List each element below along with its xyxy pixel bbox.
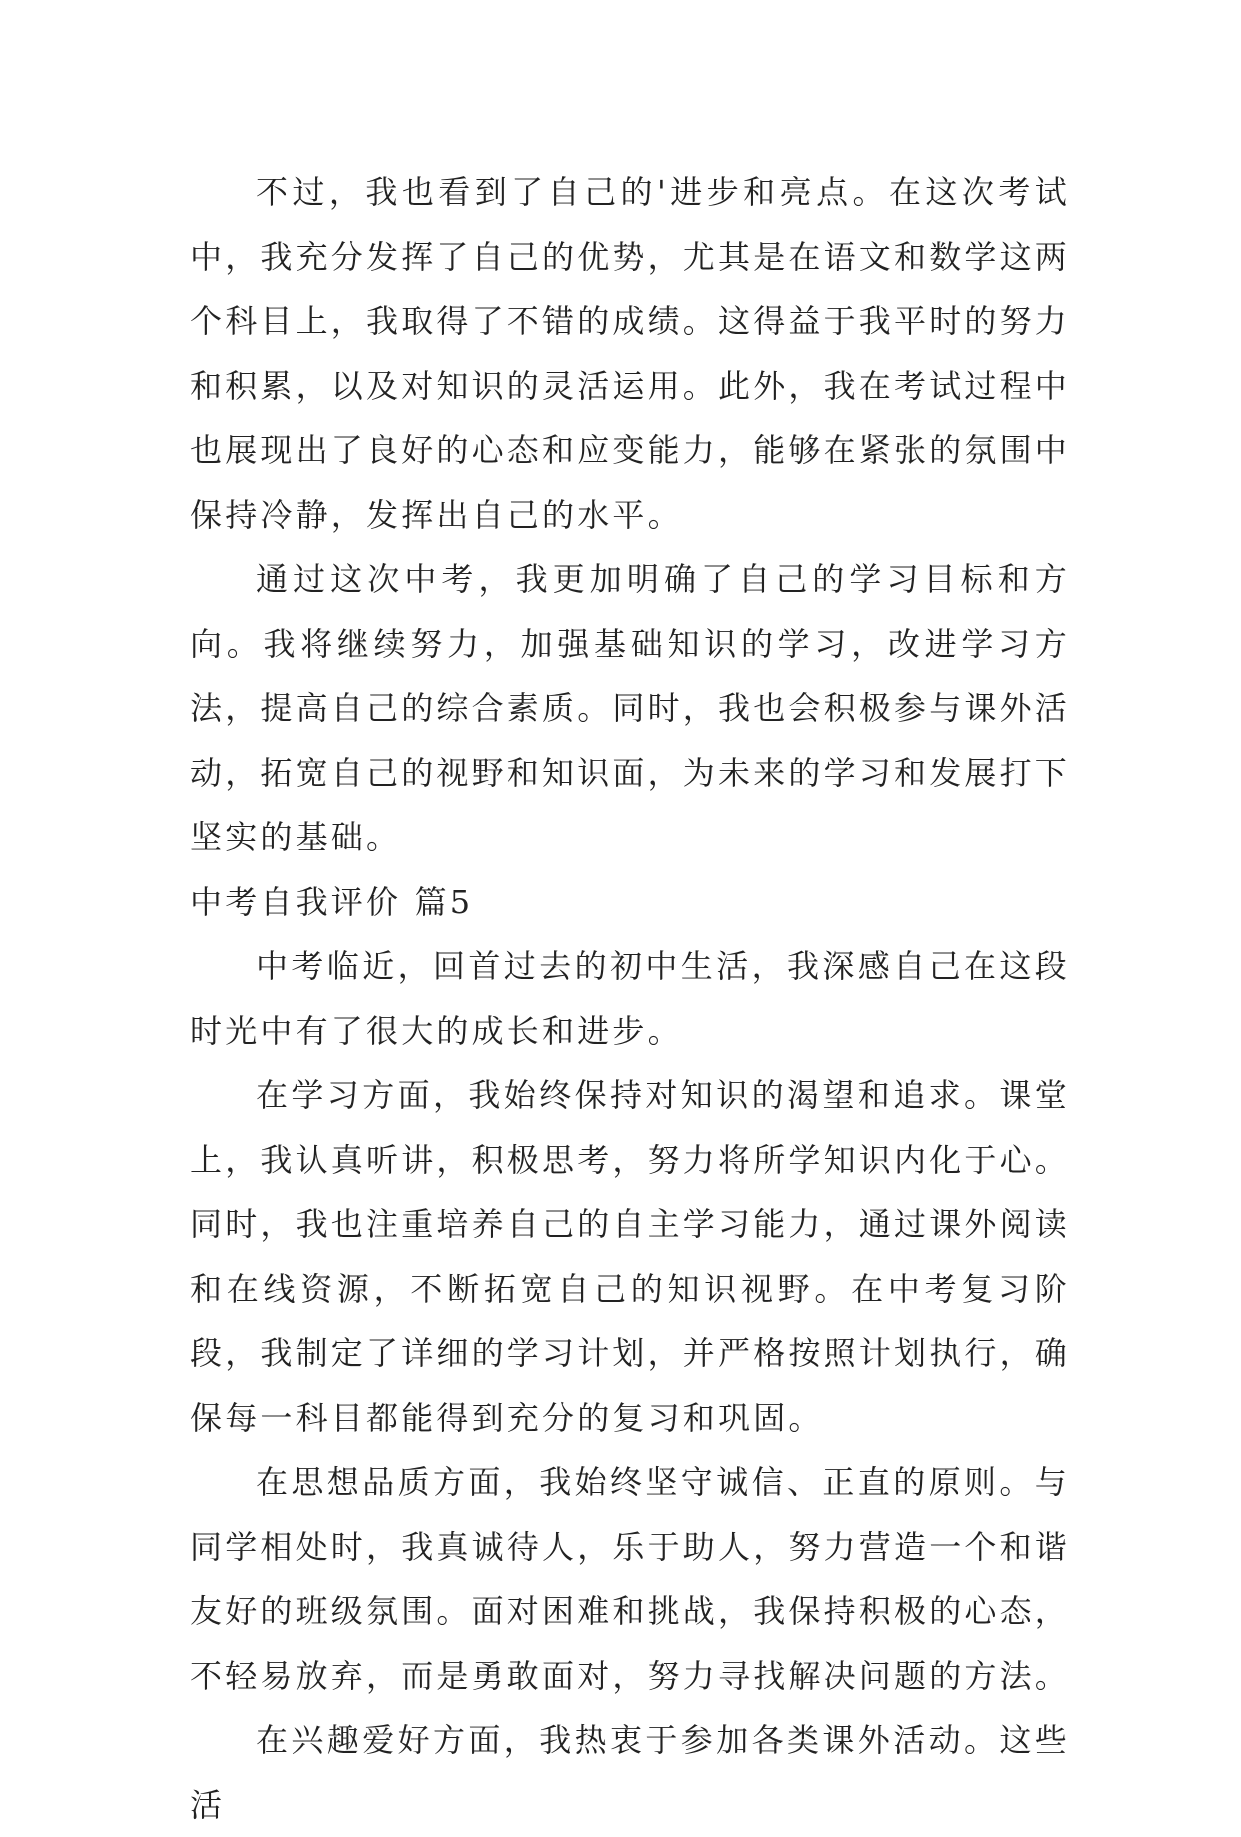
document-body <box>190 160 1070 1837</box>
paragraph: 通过这次中考，我更加明确了自己的学习目标和方向。我将继续努力，加强基础知识的学习，改进学习方法，提高自己的综合素质。同时，我也会积极参与课外活动，拓宽自己的视野和知识面，为未来的学习和发展打下坚实的基础。 <box>190 560 1071 856</box>
section-heading: 中考自我评价 篇5 <box>190 882 474 921</box>
paragraph: 不过，我也看到了自己的'进步和亮点。在这次考试中，我充分发挥了自己的优势，尤其是在语文和数学这两个科目上，我取得了不错的成绩。这得益于我平时的努力和积累，以及对知识的灵活运用。此外，我在考试过程中也展现出了良好的心态和应变能力，能够在紧张的氛围中保持冷静，发挥出自己的水平。 <box>190 173 1071 534</box>
paragraph: 在兴趣爱好方面，我热衷于参加各类课外活动。这些活 <box>190 1721 1070 1824</box>
paragraph: 中考临近，回首过去的初中生活，我深感自己在这段时光中有了很大的成长和进步。 <box>190 947 1070 1050</box>
paragraph: 在思想品质方面，我始终坚守诚信、正直的原则。与同学相处时，我真诚待人，乐于助人，努力营造一个和谐友好的班级氛围。面对困难和挑战，我保持积极的心态，不轻易放弃，而是勇敢面对，努力寻找解决问题的方法。 <box>190 1463 1071 1695</box>
paragraph: 在学习方面，我始终保持对知识的渴望和追求。课堂上，我认真听讲，积极思考，努力将所学知识内化于心。同时，我也注重培养自己的自主学习能力，通过课外阅读和在线资源，不断拓宽自己的知识视野。在中考复习阶段，我制定了详细的学习计划，并严格按照计划执行，确保每一科目都能得到充分的复习和巩固。 <box>190 1076 1071 1437</box>
